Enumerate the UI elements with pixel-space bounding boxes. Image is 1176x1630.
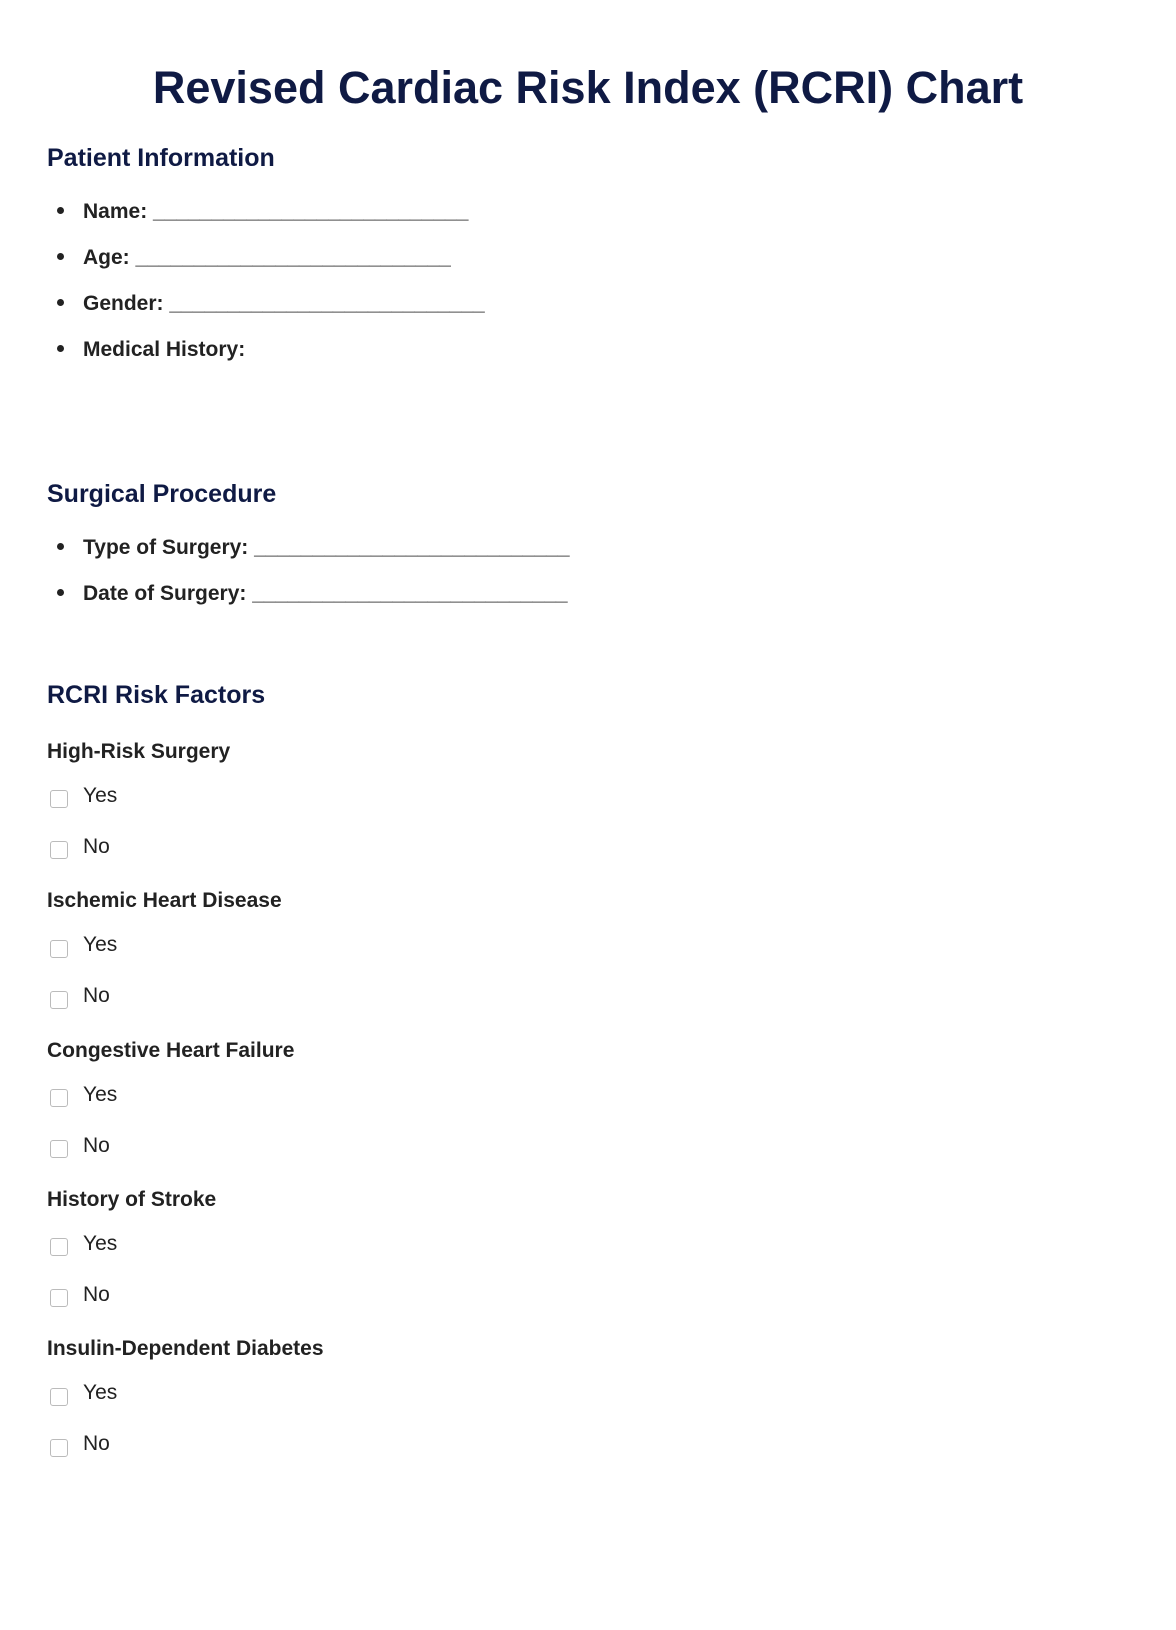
- risk-factor-heading: High-Risk Surgery: [47, 740, 231, 763]
- checkbox[interactable]: [50, 940, 68, 958]
- field-label: Gender:: [83, 292, 164, 315]
- list-item: [57, 292, 485, 316]
- option-no[interactable]: [50, 1432, 110, 1456]
- checkbox[interactable]: [50, 1089, 68, 1107]
- bullet-icon: [57, 299, 64, 306]
- option-label: Yes: [83, 1231, 118, 1255]
- section-heading-surgery: Surgical Procedure: [47, 480, 277, 508]
- option-yes[interactable]: [50, 1381, 117, 1405]
- option-no[interactable]: [50, 1134, 110, 1158]
- option-label: No: [83, 1133, 110, 1157]
- list-item: [57, 246, 451, 270]
- option-no[interactable]: [50, 984, 110, 1008]
- checkbox[interactable]: [50, 1439, 68, 1457]
- option-yes[interactable]: [50, 1232, 117, 1256]
- option-yes[interactable]: [50, 933, 117, 957]
- checkbox[interactable]: [50, 790, 68, 808]
- blank-field[interactable]: ___________________________: [135, 246, 451, 269]
- list-item: [57, 338, 245, 362]
- field-label: Age:: [83, 246, 130, 269]
- field-label: Name:: [83, 200, 148, 223]
- bullet-icon: [57, 543, 64, 550]
- list-item: [57, 200, 468, 224]
- blank-field[interactable]: ___________________________: [153, 200, 469, 223]
- option-no[interactable]: [50, 835, 110, 859]
- field-label: Medical History:: [83, 338, 246, 361]
- bullet-icon: [57, 345, 64, 352]
- risk-factor-heading: History of Stroke: [47, 1187, 217, 1211]
- option-no[interactable]: [50, 1283, 110, 1307]
- field-label: Type of Surgery:: [83, 536, 249, 559]
- blank-field[interactable]: ___________________________: [252, 582, 568, 605]
- field-label: Date of Surgery:: [83, 582, 247, 605]
- checkbox[interactable]: [50, 841, 68, 859]
- option-label: Yes: [83, 784, 118, 807]
- option-label: No: [83, 1282, 110, 1306]
- checkbox[interactable]: [50, 1388, 68, 1406]
- option-label: Yes: [83, 1082, 118, 1106]
- checkbox[interactable]: [50, 991, 68, 1009]
- bullet-icon: [57, 207, 64, 214]
- checkbox[interactable]: [50, 1140, 68, 1158]
- list-item: [57, 582, 568, 606]
- option-label: Yes: [83, 933, 118, 957]
- bullet-icon: [57, 253, 64, 260]
- page-title: Revised Cardiac Risk Index (RCRI) Chart: [152, 62, 1024, 113]
- option-label: Yes: [83, 1381, 118, 1405]
- risk-factor-heading: Ischemic Heart Disease: [47, 889, 282, 913]
- option-label: No: [83, 984, 110, 1008]
- option-label: No: [83, 1432, 110, 1456]
- checkbox[interactable]: [50, 1238, 68, 1256]
- section-heading-rcri: RCRI Risk Factors: [47, 681, 266, 709]
- blank-field[interactable]: ___________________________: [254, 536, 570, 559]
- option-yes[interactable]: [50, 1083, 117, 1107]
- checkbox[interactable]: [50, 1289, 68, 1307]
- option-label: No: [83, 835, 110, 858]
- list-item: [57, 536, 570, 560]
- bullet-icon: [57, 589, 64, 596]
- risk-factor-heading: Insulin-Dependent Diabetes: [47, 1337, 324, 1361]
- blank-field[interactable]: ___________________________: [169, 292, 485, 315]
- section-heading-patient: Patient Information: [47, 144, 275, 172]
- risk-factor-heading: Congestive Heart Failure: [47, 1038, 295, 1062]
- option-yes[interactable]: [50, 784, 117, 808]
